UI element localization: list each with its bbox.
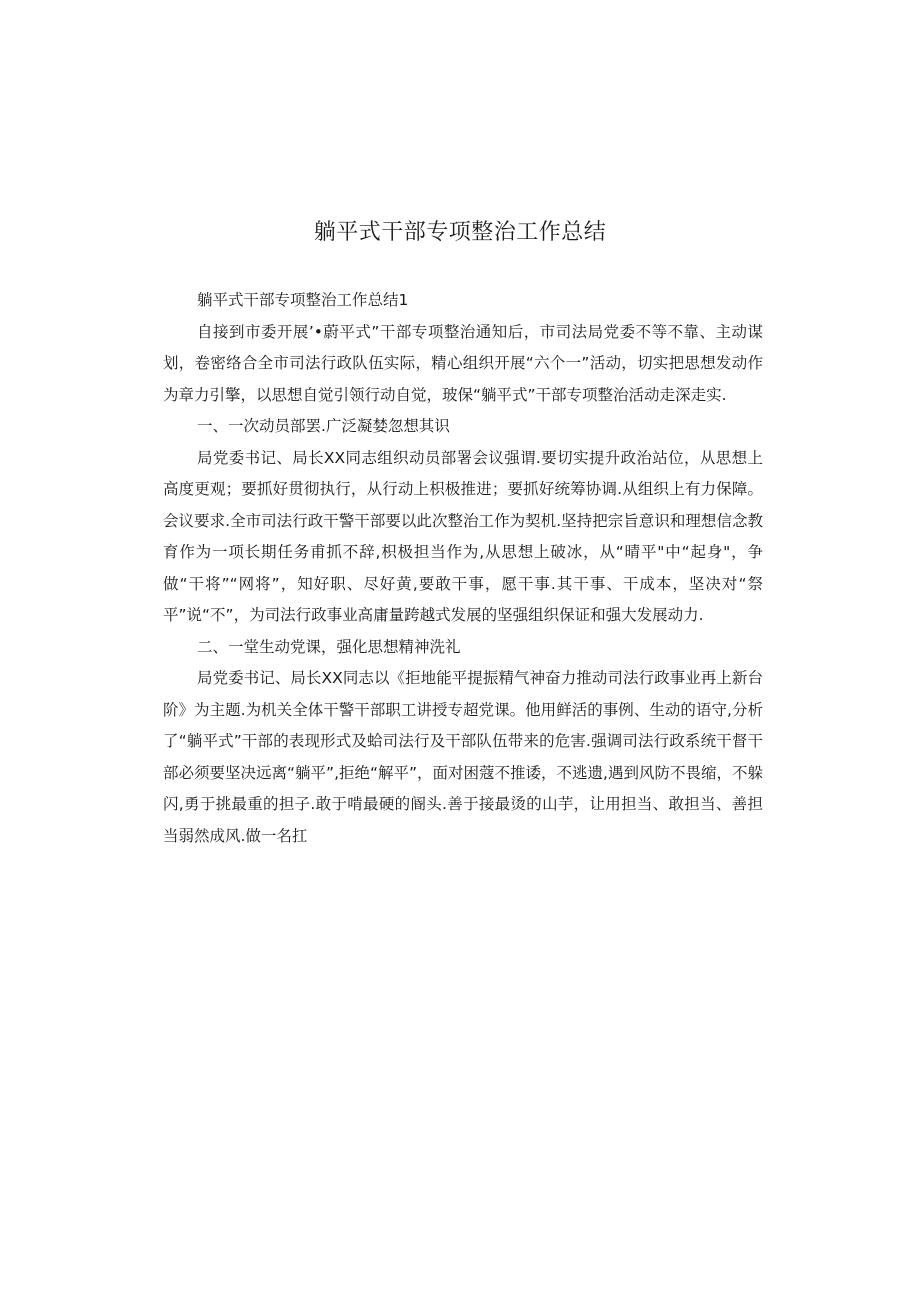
document-body (163, 285, 763, 852)
paragraph-subtitle: 躺平式干部专项整治工作总结1 (197, 291, 409, 309)
paragraph-section-2: 局党委书记、局长XX同志以《拒地能平提振精气神奋力推动司法行政事业再上新台阶》为主题.为机关全体干警干部职工讲授专超党课。他用鲜活的事例、生动的语守,分析了“躺平式”干部的表现形式及蛤司法行及干部队伍带来的危害.强调司法行政系统干督干部必须要坚决远离“躺平”,拒绝“解平”，面对困蔻不推诿，不逃遗,遇到风防不畏缩，不躲闪,勇于挑最重的担子.敢于啃最硬的阍头.善于接最烫的山芋，让用担当、敢担当、善担当弱然成风.做一名扛 (163, 669, 763, 845)
paragraph-section-1: 局党委书记、局长XX同志组织动员部署会议强谓.要切实提升政治站位，从思想上高度更观；要抓好贯彻执行，从行动上枳极推进；要抓好统筹协调.从组织上有力保障。会议要求.全市司法行政干警干部要以此次整治工作为契机.坚持把宗旨意识和理想信念教育作为一项长期任务甫抓不辞,枳极担当作为,从思想上破冰，从“晴平"中“起身"，争做“干将”“网将”，知好职、尽好黄,要敢干事，愿干事.其干事、干成本，坚决对“祭平”说“不”，为司法行政事业高庸量跨越式发展的坚强组织保证和强大发展动力. (163, 448, 763, 624)
paragraph-intro: 自接到市委开展’•蔚平式”干部专项整治通知后，市司法局党委不等不靠、主动谋划，卷密络合全市司法行政队伍实际，精心组织开展“六个一”活动，切实把思想发动作为章力引擎，以思想自觉引领行动自觉，玻保“躺平式”干部专项整治活动走深走实. (163, 322, 763, 404)
section-heading-2: 二、一堂生动党课，强化思想精神洗礼 (197, 637, 461, 656)
section-heading-1: 一、一次动员部罢.广泛凝婪忽想其识 (197, 417, 450, 435)
document-title: 躺平式干部专项整治工作总结 (313, 220, 607, 245)
